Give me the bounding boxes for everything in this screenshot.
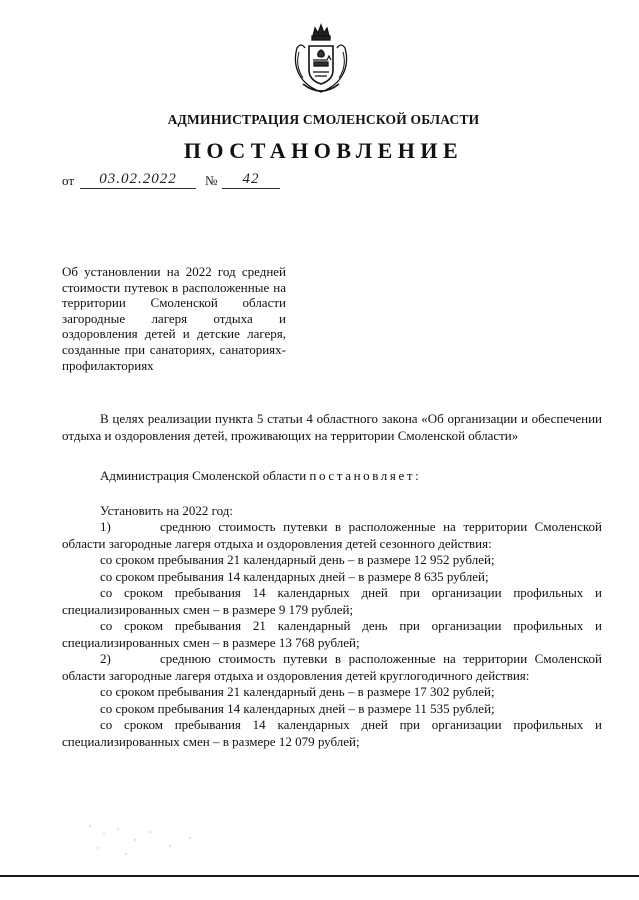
- resolution-subject: Администрация Смоленской области: [100, 468, 307, 483]
- resolution-verb: постановляет:: [309, 468, 422, 483]
- handwritten-number: 42: [222, 170, 280, 189]
- list-item-text: среднюю стоимость путевки в расположенные на территории Смоленской области загородные лагеря отдыха и оздоровления детей круглогодичного действия:: [62, 651, 602, 683]
- scan-noise-dots: [80, 820, 220, 860]
- preamble-paragraph: В целях реализации пункта 5 статьи 4 областного закона «Об организации и обеспечении отдыха и оздоровления детей, проживающих на территории Смоленской области»: [62, 411, 602, 443]
- date-from-label: от: [62, 173, 75, 188]
- resolution-paragraph: [62, 468, 602, 485]
- handwritten-date: 03.02.2022: [80, 170, 196, 189]
- list-item-number: 1): [100, 519, 111, 534]
- date-number-line: [62, 170, 302, 192]
- establish-paragraph: Установить на 2022 год:: [100, 502, 234, 518]
- sub-item: со сроком пребывания 14 календарных дней – в размере 8 635 рублей;: [100, 568, 489, 584]
- document-body: [62, 411, 602, 750]
- document-type-heading: ПОСТАНОВЛЕНИЕ: [183, 138, 464, 163]
- sub-item: со сроком пребывания 14 календарных дней при организации профильных и специализированных смен – в размере 12 079 рублей;: [62, 717, 602, 749]
- list-item: [62, 519, 602, 552]
- document-title: Об установлении на 2022 год средней стоимости путевок в расположенные на территории Смоленской области загородные лагеря отдыха и оздоровления детей и детские лагеря, созданные при санаториях, санаториях-профилакториях: [62, 264, 286, 373]
- sub-item: со сроком пребывания 14 календарных дней – в размере 11 535 рублей;: [100, 700, 495, 716]
- sub-item: со сроком пребывания 14 календарных дней при организации профильных и специализированных смен – в размере 9 179 рублей;: [62, 585, 602, 617]
- sub-item: со сроком пребывания 21 календарный день при организации профильных и специализированных смен – в размере 13 768 рублей;: [62, 618, 602, 650]
- coat-of-arms-emblem: [291, 22, 351, 98]
- sub-item: со сроком пребывания 21 календарный день – в размере 12 952 рублей;: [100, 552, 495, 567]
- bottom-rule: [0, 875, 639, 877]
- list-item-text: среднюю стоимость путевки в расположенные на территории Смоленской области загородные лагеря отдыха и оздоровления детей сезонного действия:: [62, 519, 602, 551]
- organization-name: АДМИНИСТРАЦИЯ СМОЛЕНСКОЙ ОБЛАСТИ: [167, 112, 480, 127]
- sub-item: со сроком пребывания 21 календарный день – в размере 17 302 рублей;: [100, 684, 495, 699]
- number-sign-label: №: [205, 173, 218, 188]
- list-item-number: 2): [100, 651, 111, 666]
- list-item: [62, 651, 602, 684]
